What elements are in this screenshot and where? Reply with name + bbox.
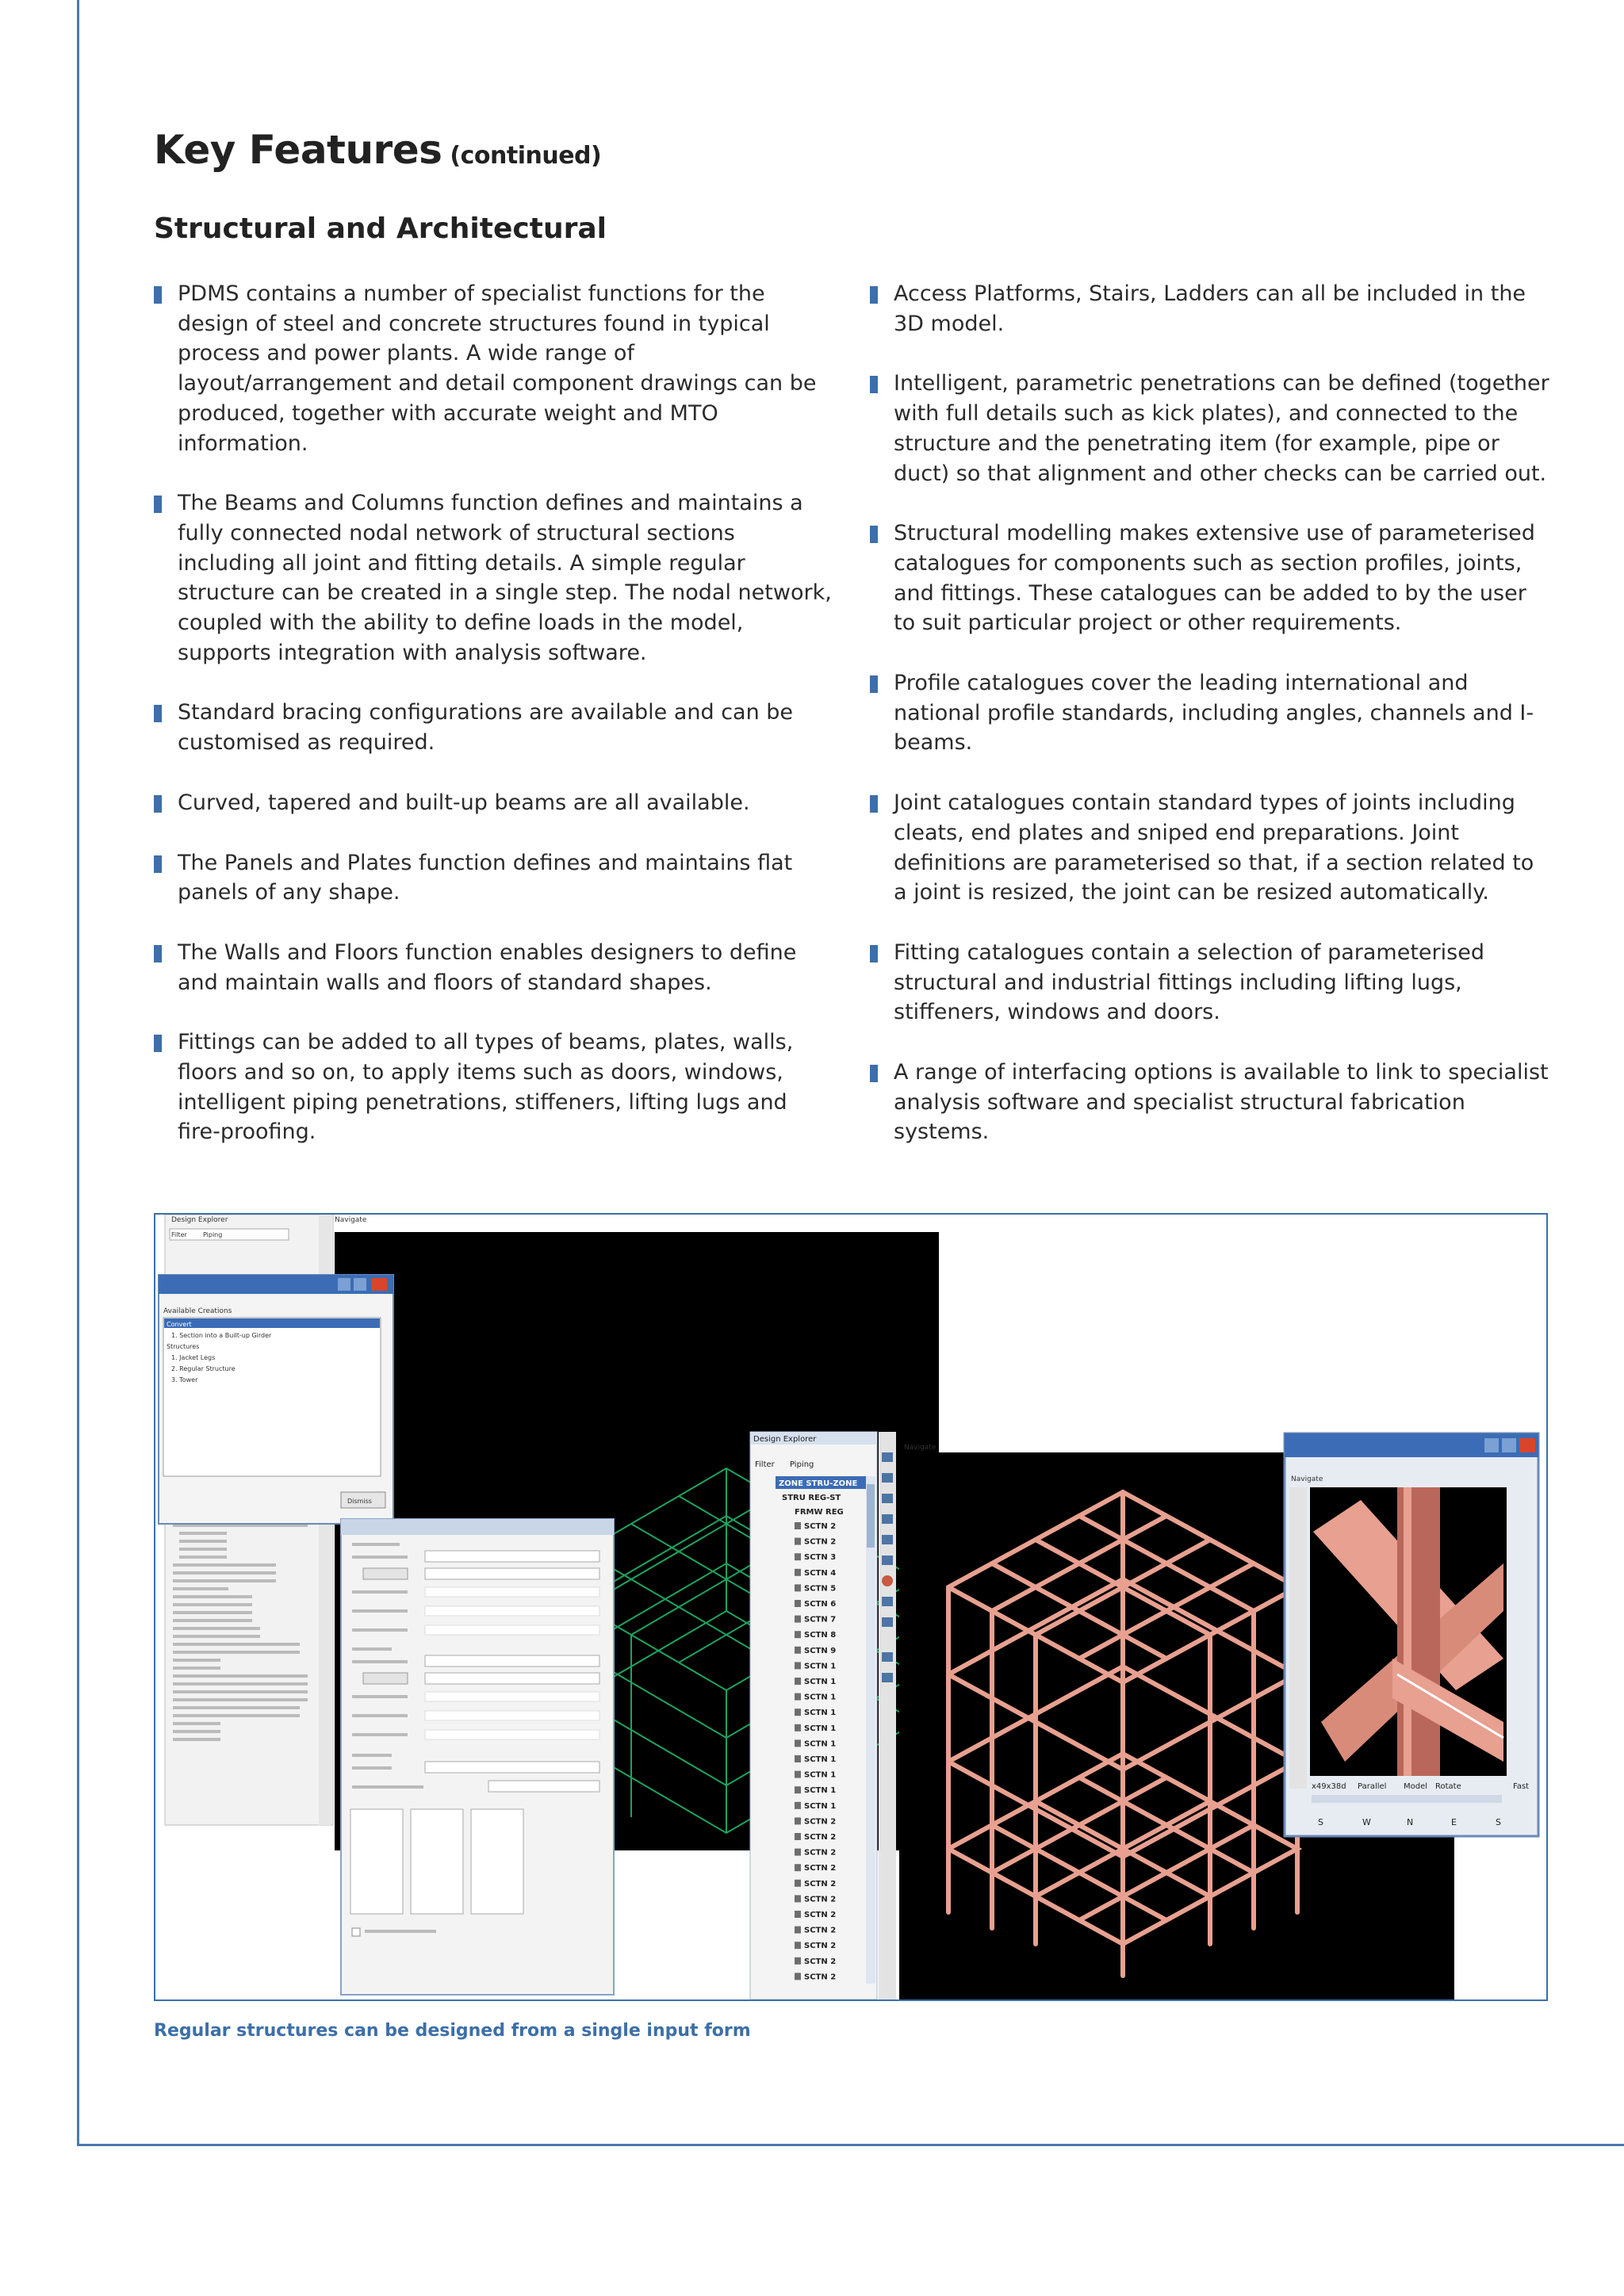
bullet-marker xyxy=(154,705,162,722)
tree-sctn-item[interactable]: SCTN 8 xyxy=(804,1631,837,1640)
section-icon xyxy=(795,1942,801,1949)
figure-caption: Regular structures can be designed from a single input form xyxy=(154,2021,751,2041)
section-icon xyxy=(795,1771,801,1778)
tree-scrollbar[interactable] xyxy=(866,1476,875,1984)
bullet-item xyxy=(154,848,836,908)
tree-sctn-item[interactable]: SCTN 2 xyxy=(804,1864,837,1873)
bullet-marker xyxy=(870,526,878,543)
detail-maximize-button[interactable] xyxy=(1502,1438,1516,1452)
bullet-text: Fittings can be added to all types of beams, plates, walls, floors and so on, to apply items such as doors, windows, intelligent piping penetrations, stiffeners, lifting lugs and fire-proofing. xyxy=(178,1030,794,1145)
tree-sctn-item[interactable]: SCTN 3 xyxy=(804,1553,837,1563)
filter-label: Filter xyxy=(171,1231,187,1238)
bullet-marker xyxy=(870,795,878,813)
bullet-item xyxy=(154,1027,836,1147)
page-title xyxy=(154,127,601,173)
tree-sctn-item[interactable]: SCTN 2 xyxy=(804,1895,837,1904)
section-icon xyxy=(795,1833,801,1840)
tree-sctn-item[interactable]: SCTN 2 xyxy=(804,1926,837,1935)
maximize-button[interactable] xyxy=(354,1278,366,1291)
section-icon xyxy=(795,1911,801,1918)
section-icon xyxy=(795,1817,801,1824)
bullet-item xyxy=(870,369,1552,488)
section-icon xyxy=(795,1553,801,1560)
close-button[interactable] xyxy=(371,1278,387,1291)
compass-label: W xyxy=(1362,1817,1371,1827)
detail-toolbar xyxy=(1289,1487,1307,1789)
section-icon xyxy=(795,1739,801,1747)
tree-scrollbar-thumb[interactable] xyxy=(867,1484,875,1548)
tree-sctn-item[interactable]: SCTN 9 xyxy=(804,1646,837,1655)
section-icon xyxy=(795,1973,801,1980)
section-title: Structural and Architectural xyxy=(154,212,607,245)
bullet-text: A range of interfacing options is available to link to specialist analysis software and specialist structural fabrication systems. xyxy=(894,1060,1549,1145)
compass-label: E xyxy=(1451,1817,1457,1827)
explorer-title: Design Explorer xyxy=(171,1216,228,1224)
tree-sctn-item[interactable]: SCTN 1 xyxy=(804,1786,837,1796)
section-icon xyxy=(795,1693,801,1701)
bullet-item xyxy=(870,519,1552,638)
tree-sctn-item[interactable]: SCTN 7 xyxy=(804,1615,837,1624)
tree-explorer-title: Design Explorer xyxy=(753,1435,817,1444)
bullet-marker xyxy=(870,1065,878,1082)
tree-sctn-item[interactable]: SCTN 1 xyxy=(804,1724,837,1733)
tree-filter-value: Piping xyxy=(790,1460,814,1469)
section-icon xyxy=(795,1662,801,1669)
section-icon xyxy=(795,1724,801,1732)
bullet-text: Fitting catalogues contain a selection of parameterised structural and industrial fittings including lifting lugs, stiffeners, windows and doors. xyxy=(894,939,1484,1025)
creations-item[interactable]: Structures xyxy=(167,1343,200,1350)
zoom-projection: Parallel xyxy=(1358,1782,1387,1791)
navigate-label-right: Navigate xyxy=(904,1444,936,1452)
tree-sctn-item[interactable]: SCTN 4 xyxy=(804,1568,837,1578)
tree-sctn-item[interactable]: SCTN 2 xyxy=(804,1833,837,1842)
compass-label: S xyxy=(1318,1817,1323,1827)
tree-sctn-item[interactable]: SCTN 5 xyxy=(804,1584,837,1594)
zoom-size: x49x38d xyxy=(1312,1782,1346,1791)
bullet-marker xyxy=(870,675,878,693)
software-screenshot-figure xyxy=(154,1213,1548,2001)
tree-sctn-item[interactable]: SCTN 1 xyxy=(804,1678,837,1686)
tree-stru-item[interactable]: STRU REG-ST xyxy=(782,1494,841,1502)
tree-sctn-item[interactable]: SCTN 1 xyxy=(804,1801,837,1811)
tree-frmw-item[interactable]: FRMW REG xyxy=(795,1508,844,1517)
right-bullet-list xyxy=(870,279,1552,1177)
tree-sctn-item[interactable]: SCTN 2 xyxy=(804,1817,837,1827)
zoom-speed: Fast xyxy=(1513,1782,1530,1791)
compass-label: N xyxy=(1407,1817,1414,1827)
tree-sctn-item[interactable]: SCTN 2 xyxy=(804,1911,837,1919)
bullet-marker xyxy=(154,286,162,304)
tree-sctn-item[interactable]: SCTN 1 xyxy=(804,1662,837,1671)
creations-list-selection xyxy=(164,1318,380,1328)
tree-sctn-item[interactable]: SCTN 1 xyxy=(804,1709,837,1718)
bullet-text: Profile catalogues cover the leading international and national profile standards, including angles, channels and I-beams. xyxy=(894,671,1534,756)
tree-sctn-item[interactable]: SCTN 2 xyxy=(804,1879,837,1888)
section-icon xyxy=(795,1849,801,1856)
page-frame-left xyxy=(77,0,79,2146)
section-icon xyxy=(795,1755,801,1762)
section-icon xyxy=(795,1927,801,1934)
zoom-mode: Model xyxy=(1404,1782,1428,1791)
page-title-text: Key Features xyxy=(154,127,442,173)
section-icon xyxy=(795,1786,801,1793)
bullet-item xyxy=(870,668,1552,758)
bullet-item xyxy=(870,788,1552,908)
section-icon xyxy=(795,1864,801,1871)
section-icon xyxy=(795,1600,801,1607)
left-bullet-list xyxy=(154,279,836,1177)
creations-item[interactable]: 1. Section into a Built-up Girder xyxy=(171,1332,272,1339)
tree-sctn-item[interactable]: SCTN 1 xyxy=(804,1693,837,1702)
section-icon xyxy=(795,1631,801,1638)
filter-value: Piping xyxy=(203,1231,223,1238)
screenshot-canvas xyxy=(155,1215,1546,1999)
bullet-item xyxy=(870,938,1552,1027)
section-icon xyxy=(795,1584,801,1591)
bullet-text: The Walls and Floors function enables designers to define and maintain walls and floors of standard shapes. xyxy=(178,939,797,995)
section-icon xyxy=(795,1538,801,1545)
bullet-marker xyxy=(870,286,878,304)
compass-label: S xyxy=(1496,1817,1501,1827)
tree-filter-label: Filter xyxy=(755,1460,775,1469)
bullet-marker xyxy=(870,945,878,962)
bullet-item xyxy=(154,938,836,997)
form-titlebar xyxy=(341,1519,614,1535)
creations-item[interactable]: 2. Regular Structure xyxy=(171,1365,236,1372)
bullet-text: Standard bracing configurations are available and can be customised as required. xyxy=(178,700,794,756)
tree-sctn-item[interactable]: SCTN 2 xyxy=(804,1537,837,1547)
tree-sctn-item[interactable]: SCTN 6 xyxy=(804,1600,837,1609)
tree-zone-item[interactable]: ZONE STRU-ZONE xyxy=(779,1479,858,1488)
zoom-slider[interactable] xyxy=(1312,1795,1502,1803)
section-icon xyxy=(795,1709,801,1716)
tree-sctn-item[interactable]: SCTN 2 xyxy=(804,1957,837,1966)
detail-close-button[interactable] xyxy=(1519,1438,1535,1452)
bullet-text: Structural modelling makes extensive use of parameterised catalogues for components such as section profiles, joints, and fittings. These catalogues can be added to by the user to suit particular project or other requirements. xyxy=(894,521,1535,636)
bullet-item xyxy=(154,488,836,668)
navigate-label-left: Navigate xyxy=(335,1216,367,1224)
bullet-marker xyxy=(154,945,162,962)
detail-window-titlebar xyxy=(1285,1433,1538,1457)
creations-item[interactable]: 1. Jacket Legs xyxy=(171,1354,216,1361)
tree-sctn-item[interactable]: SCTN 1 xyxy=(804,1770,837,1780)
section-icon xyxy=(795,1616,801,1623)
bullet-item xyxy=(870,1058,1552,1147)
bullet-marker xyxy=(154,1035,162,1052)
detail-minimize-button[interactable] xyxy=(1484,1438,1499,1452)
bullet-text: Intelligent, parametric penetrations can be defined (together with full details such as kick plates), and connected to the structure and the penetrating item (for example, pipe or duct) so that alignment and other checks can be carried out. xyxy=(894,371,1549,486)
dismiss-label: Dismiss xyxy=(347,1498,372,1505)
tree-sctn-item[interactable]: SCTN 2 xyxy=(804,1522,837,1531)
section-icon xyxy=(795,1880,801,1887)
bullet-text: The Beams and Columns function defines and maintains a fully connected nodal network of structural sections including all joint and fitting details. A simple regular structure can be created in a single step. The nodal network, coupled with the ability to define loads in the model, supports integration with analysis software. xyxy=(178,491,832,665)
bullet-marker xyxy=(154,855,162,873)
tree-sctn-item[interactable]: SCTN 2 xyxy=(804,1848,837,1858)
bullet-item xyxy=(870,279,1552,339)
tree-sctn-item[interactable]: SCTN 1 xyxy=(804,1755,837,1764)
bullet-marker xyxy=(154,496,162,513)
bullet-text: The Panels and Plates function defines and maintains flat panels of any shape. xyxy=(178,850,793,905)
bullet-text: PDMS contains a number of specialist functions for the design of steel and concrete structures found in typical process and power plants. A wide range of layout/arrangement and detail component drawings can be produced, together with accurate weight and MTO information. xyxy=(178,281,817,456)
bullet-marker xyxy=(870,376,878,393)
bullet-marker xyxy=(154,795,162,813)
section-icon xyxy=(795,1569,801,1576)
creations-item[interactable]: 3. Tower xyxy=(171,1376,198,1383)
creations-item[interactable]: Convert xyxy=(167,1321,192,1328)
zoom-rotate: Rotate xyxy=(1435,1782,1461,1791)
section-icon xyxy=(795,1895,801,1902)
minimize-button[interactable] xyxy=(338,1278,350,1291)
page-title-suffix: (continued) xyxy=(450,142,602,170)
tree-sctn-item[interactable]: SCTN 2 xyxy=(804,1973,837,1982)
tree-sctn-item[interactable]: SCTN 2 xyxy=(804,1942,837,1951)
bullet-item xyxy=(154,279,836,458)
filter-box[interactable] xyxy=(170,1229,289,1240)
bullet-text: Joint catalogues contain standard types of joints including cleats, end plates and sniped end preparations. Joint definitions are parameterised so that, if a section related to a joint is resized, the joint can be resized automatically. xyxy=(894,790,1534,905)
section-icon xyxy=(795,1802,801,1809)
page-frame-bottom xyxy=(77,2144,1624,2146)
section-icon xyxy=(795,1678,801,1685)
bullet-text: Access Platforms, Stairs, Ladders can all be included in the 3D model. xyxy=(894,281,1526,336)
dialog-title: Available Creations xyxy=(163,1307,232,1315)
bullet-item xyxy=(154,788,836,818)
detail-navigate-label: Navigate xyxy=(1291,1475,1323,1483)
bullet-text: Curved, tapered and built-up beams are all available. xyxy=(178,790,750,815)
section-icon xyxy=(795,1522,801,1529)
tree-sctn-item[interactable]: SCTN 1 xyxy=(804,1739,837,1749)
bullet-item xyxy=(154,698,836,757)
creations-list[interactable] xyxy=(163,1318,381,1476)
section-icon xyxy=(795,1957,801,1965)
section-icon xyxy=(795,1647,801,1654)
